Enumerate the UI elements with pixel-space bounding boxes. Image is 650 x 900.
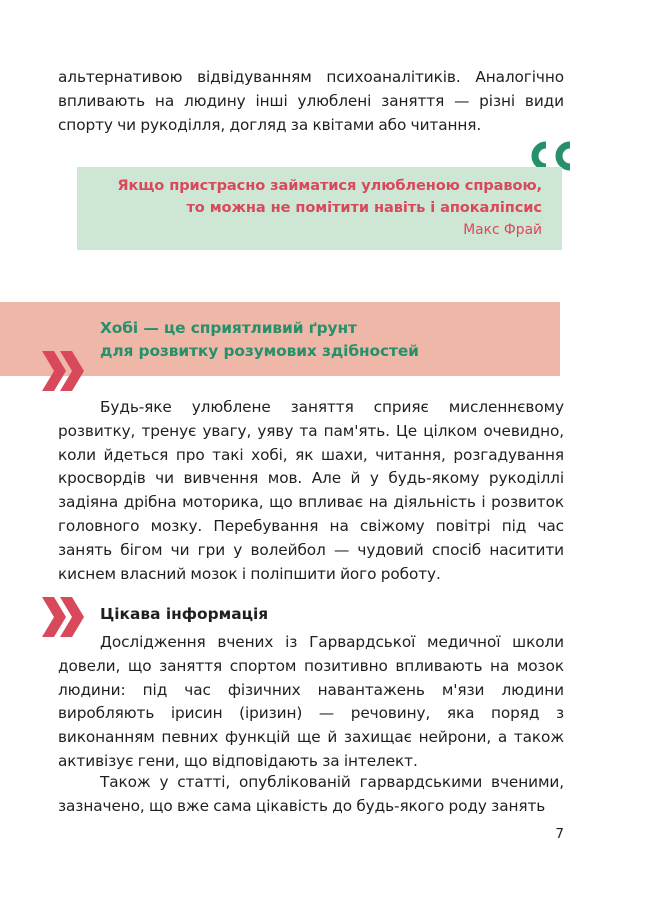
page-number: 7 xyxy=(555,826,564,842)
quote-author: Макс Фрай xyxy=(463,222,542,238)
body-paragraph: Будь-яке улюблене заняття сприяє мисленнєвому розвитку, тренує увагу, уяву та пам'ять. Це цілком очевидно, коли йдеться про такі хобі, як шахи, читання, розгадування кросвордів чи вивчення мов. Але й у будь-якому рукоділлі задіяна дрібна моторика, що впливає на діяльність і розвиток головного мозку. Перебування на свіжому повітрі під час занять бігом чи гри у волейбол — чудовий спосіб наситити киснем власний мозок і поліпшити його роботу. xyxy=(58,398,564,583)
info-heading: Цікава інформація xyxy=(100,605,269,623)
intro-paragraph: альтернативою відвідуванням психоаналітиків. Аналогічно впливають на людину інші улюблені заняття — різні види спорту чи рукоділля, догляд за квітами або читання. xyxy=(58,68,564,134)
quote-text-line-2: то можна не помітити навіть і апокаліпсис xyxy=(186,199,542,216)
section-heading-line-1: Хобі — це сприятливий ґрунт xyxy=(100,319,357,337)
info-paragraph-2: Також у статті, опублікованій гарвардськими вченими, зазначено, що вже сама цікавість до будь-якого роду занять xyxy=(58,773,564,815)
double-chevron-icon xyxy=(40,350,90,392)
section-heading-line-2: для розвитку розумових здібностей xyxy=(100,342,419,360)
quote-box xyxy=(77,167,562,250)
quote-text-line-1: Якщо пристрасно займатися улюбленою справою, xyxy=(117,177,542,194)
info-paragraph-1: Дослідження вчених із Гарвардської медичної школи довели, що заняття спортом позитивно впливають на мозок людини: під час фізичних навантажень м'язи людини виробляють ірисин (іризин) — речовину, яка поряд з виконанням певних функцій ще й захищає нейрони, а також активізує гени, що відповідають за інтелект. xyxy=(58,633,564,770)
